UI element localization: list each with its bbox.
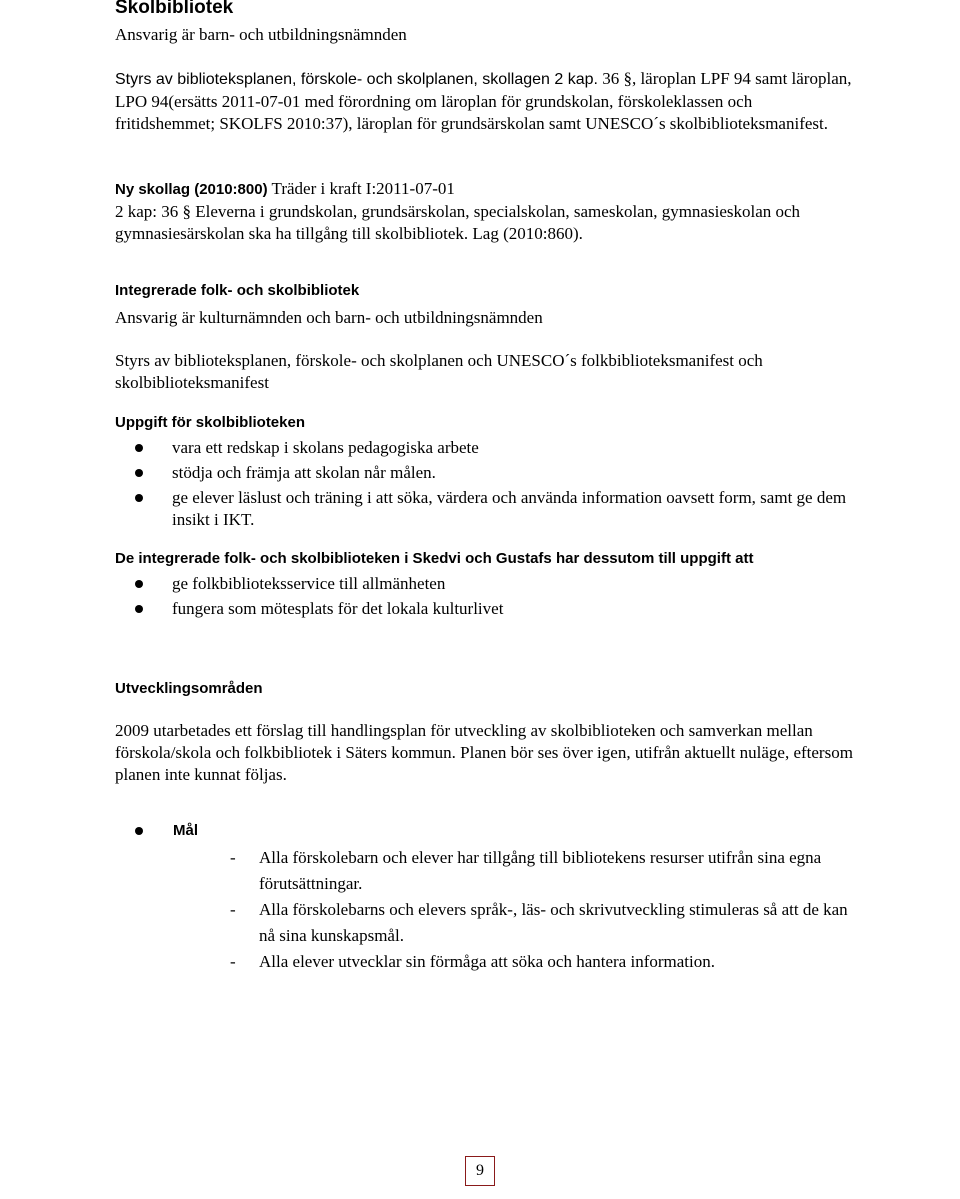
- ny-skollag-lead: Ny skollag (2010:800): [115, 181, 268, 198]
- section-heading-skolbibliotek: Skolbibliotek: [115, 0, 234, 18]
- list-item-text: Alla elever utvecklar sin förmåga att söka och hantera information.: [259, 952, 715, 971]
- bullet-icon: [135, 469, 143, 477]
- dash-marker: -: [230, 952, 236, 971]
- uppgift-list: [135, 437, 855, 534]
- list-item: [230, 897, 860, 949]
- section-heading-integrerade: Integrerade folk- och skolbibliotek: [115, 282, 360, 299]
- list-item: [135, 573, 855, 595]
- section-heading-utvecklingsomraden: Utvecklingsområden: [115, 680, 263, 697]
- paragraph-ansvar-skolbibliotek: Ansvarig är barn- och utbildningsnämnden: [115, 25, 407, 44]
- paragraph-ny-skollag: [115, 178, 855, 245]
- list-item: [230, 845, 860, 897]
- list-item-text: fungera som mötesplats för det lokala kulturlivet: [172, 599, 504, 618]
- page-number: 9: [476, 1162, 484, 1179]
- list-item: [135, 437, 855, 459]
- integ2-list: [135, 573, 855, 623]
- bullet-icon: [135, 444, 143, 452]
- list-item-text: stödja och främja att skolan når målen.: [172, 463, 436, 482]
- list-item: [135, 487, 855, 531]
- list-item: [230, 949, 860, 975]
- bullet-icon: [135, 580, 143, 588]
- mal-list: [230, 845, 860, 975]
- list-item: [135, 462, 855, 484]
- list-item-text: ge elever läslust och träning i att söka, värdera och använda information oavsett form, samt ge dem insikt i IKT.: [172, 488, 847, 529]
- bullet-icon: [135, 605, 143, 613]
- list-item-text: vara ett redskap i skolans pedagogiska arbete: [172, 438, 479, 457]
- dash-marker: -: [230, 848, 236, 867]
- paragraph-ansvar-integrerade: Ansvarig är kulturnämnden och barn- och utbildningsnämnden: [115, 308, 543, 327]
- ny-skollag-line2: 2 kap: 36 § Eleverna i grundskolan, grundsärskolan, specialskolan, sameskolan, gymnasieskolan och gymnasiesärskolan ska ha tillgång till skolbibliotek. Lag (2010:860).: [115, 202, 801, 243]
- paragraph-utveckling: 2009 utarbetades ett förslag till handlingsplan för utveckling av skolbiblioteken och samverkan mellan förskola/skola och folkbibliotek i Säters kommun. Planen bör ses över igen, utifrån aktuellt nuläge, eftersom planen inte kunnat följas.: [115, 721, 853, 784]
- paragraph-styrs-skolbibliotek: [115, 68, 855, 135]
- bullet-icon: [135, 827, 143, 835]
- section-heading-integrerade-skedvi-gustafs: De integrerade folk- och skolbiblioteken i Skedvi och Gustafs har dessutom till uppgift att: [115, 550, 754, 567]
- styrs-text-part2: 36 §, läroplan LPF 94 samt läroplan, LPO 94(ersätts 2011-07-01 med förordning om läroplan för grundskolan, förskoleklassen och fritidshemmet; SKOLFS 2010:37), läroplan för grundsärskolan samt UNESCO´s skolbiblioteksmanifest.: [115, 69, 852, 133]
- list-item-text: Alla förskolebarns och elevers språk-, läs- och skrivutveckling stimuleras så att de kan nå sina kunskapsmål.: [259, 900, 848, 945]
- styrs-text-part1: Styrs av biblioteksplanen, förskole- och skolplanen, skollagen 2 kap.: [115, 71, 598, 88]
- list-item-text: ge folkbiblioteksservice till allmänheten: [172, 574, 446, 593]
- dash-marker: -: [230, 900, 236, 919]
- bullet-icon: [135, 494, 143, 502]
- section-heading-uppgift: Uppgift för skolbiblioteken: [115, 414, 305, 431]
- mal-label: Mål: [173, 822, 199, 839]
- list-item-text: Alla förskolebarn och elever har tillgång till bibliotekens resurser utifrån sina egna förutsättningar.: [259, 848, 822, 893]
- page-number-box: [465, 1156, 495, 1186]
- paragraph-styrs-integrerade: Styrs av biblioteksplanen, förskole- och skolplanen och UNESCO´s folkbiblioteksmanifest och skolbiblioteksmanifest: [115, 351, 763, 392]
- list-item: [135, 598, 855, 620]
- ny-skollag-text: Träder i kraft I:2011-07-01: [271, 179, 455, 198]
